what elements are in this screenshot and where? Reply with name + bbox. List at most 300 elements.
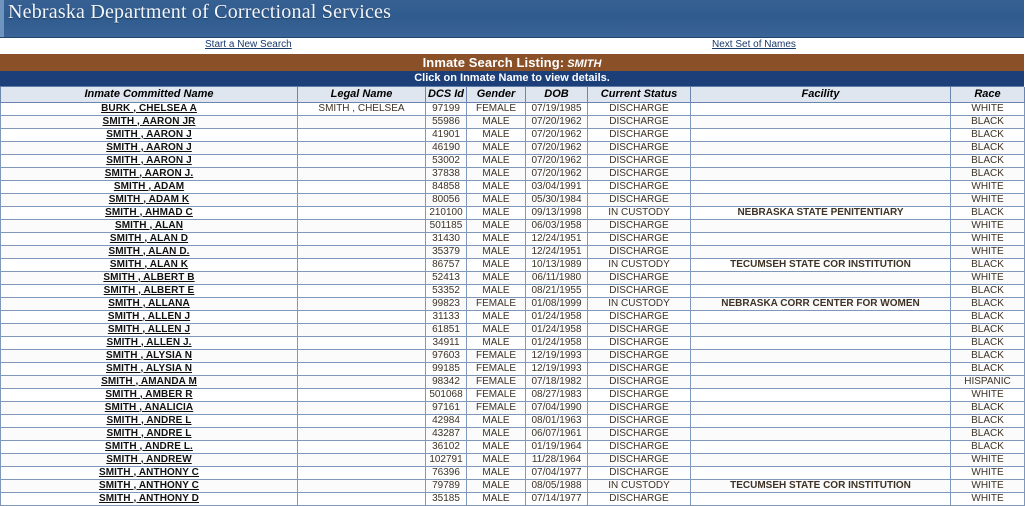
cell-dcs-id: 41901 — [426, 128, 467, 141]
cell-inmate-committed-name — [1, 102, 298, 115]
cell-facility — [691, 466, 951, 479]
cell-inmate-committed-name — [1, 323, 298, 336]
cell-legal-name — [298, 297, 426, 310]
cell-dcs-id: 501068 — [426, 388, 467, 401]
inmate-name-link[interactable]: SMITH , ANALICIA — [104, 401, 194, 413]
cell-legal-name — [298, 180, 426, 193]
cell-inmate-committed-name — [1, 453, 298, 466]
start-new-search-link[interactable]: Start a New Search — [205, 39, 292, 50]
listing-search-term: SMITH — [567, 58, 602, 70]
cell-legal-name — [298, 453, 426, 466]
table-row — [1, 479, 1025, 492]
cell-current-status: DISCHARGE — [588, 362, 691, 375]
cell-facility: NEBRASKA CORR CENTER FOR WOMEN — [691, 297, 951, 310]
table-row — [1, 414, 1025, 427]
cell-gender: MALE — [467, 219, 526, 232]
cell-race: WHITE — [951, 245, 1025, 258]
cell-race: WHITE — [951, 271, 1025, 284]
cell-gender: MALE — [467, 167, 526, 180]
column-header-gender[interactable]: Gender — [467, 87, 526, 102]
table-row — [1, 232, 1025, 245]
cell-dcs-id: 37838 — [426, 167, 467, 180]
cell-gender: MALE — [467, 128, 526, 141]
cell-dob: 01/24/1958 — [526, 336, 588, 349]
cell-race: BLACK — [951, 323, 1025, 336]
cell-dob: 07/20/1962 — [526, 141, 588, 154]
cell-dob: 07/14/1977 — [526, 492, 588, 505]
table-row — [1, 193, 1025, 206]
cell-current-status: DISCHARGE — [588, 141, 691, 154]
table-header-row — [1, 87, 1025, 102]
inmate-name-link[interactable]: SMITH , ANTHONY C — [98, 479, 200, 491]
column-header-legal-name[interactable]: Legal Name — [298, 87, 426, 102]
cell-dcs-id: 99185 — [426, 362, 467, 375]
cell-gender: MALE — [467, 427, 526, 440]
cell-inmate-committed-name — [1, 154, 298, 167]
cell-facility — [691, 362, 951, 375]
cell-facility — [691, 167, 951, 180]
cell-facility — [691, 284, 951, 297]
cell-dob: 12/24/1951 — [526, 232, 588, 245]
cell-dob: 07/04/1977 — [526, 466, 588, 479]
cell-gender: MALE — [467, 440, 526, 453]
cell-dob: 05/30/1984 — [526, 193, 588, 206]
cell-facility: TECUMSEH STATE COR INSTITUTION — [691, 479, 951, 492]
cell-dcs-id: 31430 — [426, 232, 467, 245]
table-row — [1, 180, 1025, 193]
cell-legal-name — [298, 284, 426, 297]
cell-current-status: DISCHARGE — [588, 453, 691, 466]
cell-dob: 08/21/1955 — [526, 284, 588, 297]
cell-facility — [691, 141, 951, 154]
cell-dcs-id: 55986 — [426, 115, 467, 128]
cell-inmate-committed-name — [1, 492, 298, 505]
table-row — [1, 466, 1025, 479]
cell-gender: MALE — [467, 258, 526, 271]
cell-legal-name — [298, 349, 426, 362]
cell-dcs-id: 52413 — [426, 271, 467, 284]
cell-legal-name — [298, 232, 426, 245]
cell-current-status: DISCHARGE — [588, 284, 691, 297]
cell-facility — [691, 492, 951, 505]
cell-legal-name — [298, 115, 426, 128]
cell-legal-name — [298, 323, 426, 336]
cell-current-status: DISCHARGE — [588, 492, 691, 505]
cell-inmate-committed-name — [1, 427, 298, 440]
cell-current-status: IN CUSTODY — [588, 206, 691, 219]
column-header-inmate-committed-name[interactable]: Inmate Committed Name — [1, 87, 298, 102]
cell-legal-name — [298, 310, 426, 323]
cell-legal-name — [298, 271, 426, 284]
cell-gender: MALE — [467, 284, 526, 297]
cell-race: WHITE — [951, 180, 1025, 193]
inmate-name-link[interactable]: SMITH , ALAN D. — [108, 245, 190, 257]
cell-race: BLACK — [951, 440, 1025, 453]
cell-current-status: DISCHARGE — [588, 466, 691, 479]
cell-dcs-id: 84858 — [426, 180, 467, 193]
cell-gender: MALE — [467, 336, 526, 349]
inmate-name-link[interactable]: SMITH , ALLEN J. — [106, 336, 192, 348]
cell-current-status: DISCHARGE — [588, 310, 691, 323]
inmate-name-link[interactable]: SMITH , ADAM K — [108, 193, 190, 205]
cell-race: BLACK — [951, 258, 1025, 271]
cell-current-status: DISCHARGE — [588, 323, 691, 336]
cell-dob: 06/07/1961 — [526, 427, 588, 440]
cell-current-status: DISCHARGE — [588, 440, 691, 453]
cell-current-status: DISCHARGE — [588, 154, 691, 167]
table-row — [1, 427, 1025, 440]
cell-gender: FEMALE — [467, 401, 526, 414]
cell-inmate-committed-name — [1, 414, 298, 427]
inmate-name-link[interactable]: SMITH , AARON J — [106, 141, 192, 153]
cell-gender: MALE — [467, 323, 526, 336]
cell-gender: MALE — [467, 245, 526, 258]
cell-dob: 08/01/1963 — [526, 414, 588, 427]
cell-dob: 07/04/1990 — [526, 401, 588, 414]
cell-dob: 06/11/1980 — [526, 271, 588, 284]
cell-facility — [691, 219, 951, 232]
cell-current-status: DISCHARGE — [588, 232, 691, 245]
cell-dob: 03/04/1991 — [526, 180, 588, 193]
cell-gender: MALE — [467, 414, 526, 427]
cell-gender: MALE — [467, 466, 526, 479]
cell-current-status: DISCHARGE — [588, 193, 691, 206]
cell-current-status: DISCHARGE — [588, 219, 691, 232]
table-row — [1, 245, 1025, 258]
cell-facility — [691, 427, 951, 440]
cell-gender: MALE — [467, 154, 526, 167]
table-row — [1, 115, 1025, 128]
cell-race: WHITE — [951, 193, 1025, 206]
cell-dob: 12/24/1951 — [526, 245, 588, 258]
listing-title: Inmate Search Listing: — [422, 55, 565, 70]
inmate-name-link[interactable]: SMITH , ANTHONY D — [98, 492, 200, 504]
cell-current-status: DISCHARGE — [588, 349, 691, 362]
cell-dcs-id: 86757 — [426, 258, 467, 271]
inmate-name-link[interactable]: SMITH , AARON J — [106, 128, 192, 140]
cell-dob: 07/20/1962 — [526, 154, 588, 167]
cell-race: WHITE — [951, 219, 1025, 232]
table-row — [1, 297, 1025, 310]
cell-gender: MALE — [467, 310, 526, 323]
cell-dcs-id: 98342 — [426, 375, 467, 388]
cell-race: BLACK — [951, 206, 1025, 219]
table-row — [1, 440, 1025, 453]
inmate-name-link[interactable]: SMITH , ALYSIA N — [105, 362, 193, 374]
agency-banner — [0, 0, 1024, 38]
cell-facility — [691, 336, 951, 349]
inmate-name-link[interactable]: SMITH , ADAM — [113, 180, 185, 192]
cell-gender: FEMALE — [467, 375, 526, 388]
cell-dob: 08/05/1988 — [526, 479, 588, 492]
cell-race: WHITE — [951, 453, 1025, 466]
cell-inmate-committed-name — [1, 245, 298, 258]
cell-race: BLACK — [951, 297, 1025, 310]
cell-gender: MALE — [467, 206, 526, 219]
table-row — [1, 271, 1025, 284]
cell-current-status: DISCHARGE — [588, 336, 691, 349]
cell-facility — [691, 440, 951, 453]
cell-dcs-id: 35379 — [426, 245, 467, 258]
cell-current-status: DISCHARGE — [588, 245, 691, 258]
cell-inmate-committed-name — [1, 232, 298, 245]
table-row — [1, 375, 1025, 388]
cell-gender: MALE — [467, 193, 526, 206]
table-row — [1, 388, 1025, 401]
cell-dcs-id: 34911 — [426, 336, 467, 349]
cell-current-status: DISCHARGE — [588, 115, 691, 128]
inmate-name-link[interactable]: SMITH , ALAN — [114, 219, 184, 231]
cell-inmate-committed-name — [1, 297, 298, 310]
cell-legal-name — [298, 362, 426, 375]
cell-dcs-id: 31133 — [426, 310, 467, 323]
cell-inmate-committed-name — [1, 271, 298, 284]
cell-gender: FEMALE — [467, 102, 526, 115]
cell-race: WHITE — [951, 492, 1025, 505]
table-body — [1, 102, 1025, 505]
cell-gender: MALE — [467, 271, 526, 284]
inmate-name-link[interactable]: SMITH , AHMAD C — [105, 206, 193, 218]
cell-legal-name — [298, 167, 426, 180]
cell-dob: 12/19/1993 — [526, 349, 588, 362]
cell-dcs-id: 210100 — [426, 206, 467, 219]
cell-race: BLACK — [951, 336, 1025, 349]
inmate-name-link[interactable]: SMITH , ALLANA — [108, 297, 190, 309]
cell-legal-name: SMITH , CHELSEA — [298, 102, 426, 115]
table-row — [1, 284, 1025, 297]
cell-facility — [691, 323, 951, 336]
inmate-name-link[interactable]: SMITH , ALBERT E — [103, 284, 195, 296]
column-header-facility[interactable]: Facility — [691, 87, 951, 102]
listing-instruction-bar: Click on Inmate Name to view details. — [0, 71, 1024, 86]
cell-dob: 01/24/1958 — [526, 310, 588, 323]
cell-current-status: DISCHARGE — [588, 375, 691, 388]
cell-legal-name — [298, 193, 426, 206]
cell-legal-name — [298, 375, 426, 388]
cell-current-status: DISCHARGE — [588, 167, 691, 180]
inmate-name-link[interactable]: SMITH , AMBER R — [105, 388, 193, 400]
cell-race: BLACK — [951, 414, 1025, 427]
cell-dcs-id: 97603 — [426, 349, 467, 362]
table-row — [1, 349, 1025, 362]
cell-dcs-id: 76396 — [426, 466, 467, 479]
cell-facility — [691, 245, 951, 258]
table-row — [1, 310, 1025, 323]
table-row — [1, 362, 1025, 375]
cell-race: BLACK — [951, 349, 1025, 362]
cell-facility: TECUMSEH STATE COR INSTITUTION — [691, 258, 951, 271]
cell-race: WHITE — [951, 388, 1025, 401]
cell-gender: MALE — [467, 180, 526, 193]
cell-facility — [691, 401, 951, 414]
inmate-name-link[interactable]: SMITH , ANTHONY C — [98, 466, 200, 478]
table-row — [1, 102, 1025, 115]
cell-current-status: IN CUSTODY — [588, 479, 691, 492]
cell-legal-name — [298, 219, 426, 232]
cell-inmate-committed-name — [1, 349, 298, 362]
cell-current-status: DISCHARGE — [588, 180, 691, 193]
cell-dcs-id: 42984 — [426, 414, 467, 427]
table-row — [1, 323, 1025, 336]
inmate-name-link[interactable]: SMITH , ALAN D — [109, 232, 189, 244]
cell-dob: 11/28/1964 — [526, 453, 588, 466]
cell-legal-name — [298, 388, 426, 401]
cell-inmate-committed-name — [1, 284, 298, 297]
cell-current-status: DISCHARGE — [588, 401, 691, 414]
inmate-name-link[interactable]: SMITH , AARON JR — [102, 115, 196, 127]
cell-facility — [691, 102, 951, 115]
inmate-name-link[interactable]: SMITH , ANDRE L — [106, 427, 192, 439]
cell-race: BLACK — [951, 427, 1025, 440]
cell-dob: 12/19/1993 — [526, 362, 588, 375]
cell-inmate-committed-name — [1, 479, 298, 492]
cell-dcs-id: 35185 — [426, 492, 467, 505]
cell-legal-name — [298, 206, 426, 219]
cell-legal-name — [298, 479, 426, 492]
cell-inmate-committed-name — [1, 180, 298, 193]
column-header-race[interactable]: Race — [951, 87, 1025, 102]
cell-gender: MALE — [467, 492, 526, 505]
inmate-name-link[interactable]: SMITH , AMANDA M — [101, 375, 197, 387]
cell-gender: FEMALE — [467, 362, 526, 375]
cell-dcs-id: 43287 — [426, 427, 467, 440]
cell-dcs-id: 97161 — [426, 401, 467, 414]
table-row — [1, 492, 1025, 505]
agency-title: Nebraska Department of Correctional Services — [8, 1, 392, 23]
inmate-name-link[interactable]: SMITH , ALYSIA N — [105, 349, 193, 361]
cell-inmate-committed-name — [1, 336, 298, 349]
table-head — [1, 87, 1025, 102]
cell-race: WHITE — [951, 232, 1025, 245]
cell-facility — [691, 128, 951, 141]
cell-dcs-id: 46190 — [426, 141, 467, 154]
cell-legal-name — [298, 258, 426, 271]
cell-inmate-committed-name — [1, 375, 298, 388]
cell-facility: NEBRASKA STATE PENITENTIARY — [691, 206, 951, 219]
cell-inmate-committed-name — [1, 219, 298, 232]
cell-gender: MALE — [467, 453, 526, 466]
inmate-name-link[interactable]: SMITH , AARON J — [106, 154, 192, 166]
cell-dcs-id: 97199 — [426, 102, 467, 115]
cell-legal-name — [298, 128, 426, 141]
table-row — [1, 154, 1025, 167]
cell-dob: 07/18/1982 — [526, 375, 588, 388]
cell-race: BLACK — [951, 154, 1025, 167]
cell-race: BLACK — [951, 167, 1025, 180]
inmate-name-link[interactable]: SMITH , ALLEN J — [107, 323, 191, 335]
column-header-current-status[interactable]: Current Status — [588, 87, 691, 102]
inmate-name-link[interactable]: SMITH , ALAN K — [109, 258, 189, 270]
cell-facility — [691, 453, 951, 466]
cell-dob: 01/24/1958 — [526, 323, 588, 336]
results-table-container[interactable] — [0, 86, 1024, 504]
table-row — [1, 336, 1025, 349]
cell-facility — [691, 232, 951, 245]
cell-dob: 08/27/1983 — [526, 388, 588, 401]
cell-dob: 07/20/1962 — [526, 167, 588, 180]
inmate-name-link[interactable]: BURK , CHELSEA A — [101, 102, 197, 114]
cell-inmate-committed-name — [1, 466, 298, 479]
cell-legal-name — [298, 466, 426, 479]
inmate-results-table — [0, 87, 1025, 506]
column-header-dob[interactable]: DOB — [526, 87, 588, 102]
cell-gender: FEMALE — [467, 388, 526, 401]
inmate-name-link[interactable]: SMITH , ANDREW — [106, 453, 192, 465]
cell-current-status: DISCHARGE — [588, 427, 691, 440]
table-row — [1, 167, 1025, 180]
table-row — [1, 258, 1025, 271]
cell-dcs-id: 102791 — [426, 453, 467, 466]
cell-legal-name — [298, 401, 426, 414]
cell-race: HISPANIC — [951, 375, 1025, 388]
cell-facility — [691, 310, 951, 323]
cell-legal-name — [298, 427, 426, 440]
inmate-name-link[interactable]: SMITH , ANDRE L. — [105, 440, 193, 452]
cell-dob: 07/20/1962 — [526, 128, 588, 141]
cell-legal-name — [298, 492, 426, 505]
cell-inmate-committed-name — [1, 258, 298, 271]
cell-gender: MALE — [467, 232, 526, 245]
inmate-name-link[interactable]: SMITH , AARON J. — [104, 167, 194, 179]
cell-race: BLACK — [951, 284, 1025, 297]
cell-dob: 07/20/1962 — [526, 115, 588, 128]
inmate-name-link[interactable]: SMITH , ALLEN J — [107, 310, 191, 322]
cell-current-status: DISCHARGE — [588, 388, 691, 401]
table-row — [1, 141, 1025, 154]
cell-inmate-committed-name — [1, 206, 298, 219]
cell-facility — [691, 180, 951, 193]
inmate-name-link[interactable]: SMITH , ALBERT B — [103, 271, 195, 283]
cell-dcs-id: 53352 — [426, 284, 467, 297]
cell-legal-name — [298, 336, 426, 349]
cell-race: BLACK — [951, 141, 1025, 154]
next-set-of-names-link[interactable]: Next Set of Names — [712, 39, 796, 50]
cell-inmate-committed-name — [1, 362, 298, 375]
cell-dob: 07/19/1985 — [526, 102, 588, 115]
inmate-name-link[interactable]: SMITH , ANDRE L — [106, 414, 192, 426]
listing-title-bar — [0, 54, 1024, 71]
cell-dcs-id: 99823 — [426, 297, 467, 310]
cell-facility — [691, 414, 951, 427]
column-header-dcs-id[interactable]: DCS Id — [426, 87, 467, 102]
cell-gender: MALE — [467, 115, 526, 128]
cell-dob: 09/13/1998 — [526, 206, 588, 219]
cell-current-status: IN CUSTODY — [588, 258, 691, 271]
cell-current-status: DISCHARGE — [588, 102, 691, 115]
cell-race: BLACK — [951, 362, 1025, 375]
cell-dcs-id: 61851 — [426, 323, 467, 336]
cell-facility — [691, 388, 951, 401]
cell-facility — [691, 349, 951, 362]
cell-inmate-committed-name — [1, 115, 298, 128]
cell-current-status: DISCHARGE — [588, 414, 691, 427]
cell-inmate-committed-name — [1, 401, 298, 414]
cell-legal-name — [298, 245, 426, 258]
cell-dcs-id: 501185 — [426, 219, 467, 232]
table-row — [1, 219, 1025, 232]
cell-dob: 01/08/1999 — [526, 297, 588, 310]
cell-dob: 10/13/1989 — [526, 258, 588, 271]
table-row — [1, 206, 1025, 219]
table-row — [1, 453, 1025, 466]
cell-inmate-committed-name — [1, 388, 298, 401]
table-row — [1, 128, 1025, 141]
cell-dcs-id: 80056 — [426, 193, 467, 206]
cell-legal-name — [298, 440, 426, 453]
cell-current-status: DISCHARGE — [588, 271, 691, 284]
cell-facility — [691, 375, 951, 388]
cell-inmate-committed-name — [1, 310, 298, 323]
